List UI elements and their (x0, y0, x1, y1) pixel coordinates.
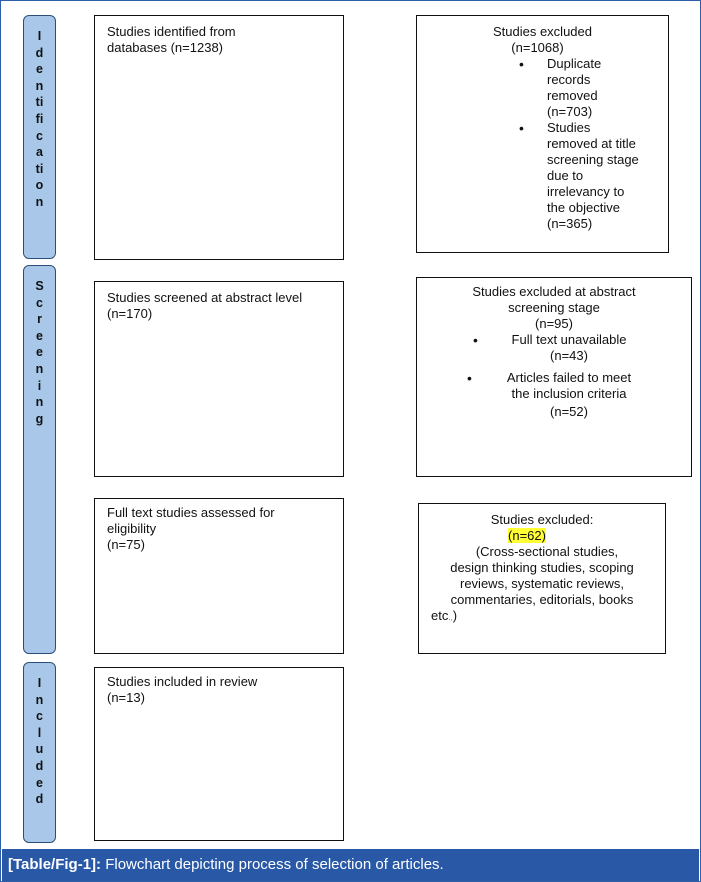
screening-letter: n (35, 395, 44, 410)
excluded1-b1-l2: records (547, 72, 591, 87)
included-letter: l (37, 725, 42, 740)
box-studies-excluded-duplicates (416, 15, 669, 253)
excluded1-count: (n=1068) (511, 40, 564, 55)
bullet-icon: • (473, 332, 478, 348)
screening-letter: e (36, 345, 43, 360)
excluded2-line2: screening stage (508, 300, 600, 315)
screening-letter: i (37, 378, 42, 393)
identification-letter: d (35, 45, 44, 60)
excluded3-count: (n=62) (508, 528, 546, 543)
screening-letter: S (35, 279, 44, 293)
stage-screening-label (23, 265, 56, 654)
identification-letter: I (37, 29, 42, 43)
included-letter: d (35, 758, 44, 773)
excluded2-bullet2-l2: the inclusion criteria (511, 386, 627, 401)
excluded2-bullet2-l1: Articles failed to meet (506, 370, 632, 385)
identification-letter: o (35, 178, 44, 193)
excluded1-b2-l3: screening stage (547, 152, 639, 167)
screening-letter: n (35, 361, 44, 376)
excluded3-line3: reviews, systematic reviews, (460, 576, 624, 591)
bullet-icon: • (519, 120, 524, 136)
included-letter: u (35, 742, 44, 757)
included-line1: Studies included in review (107, 674, 258, 689)
box-studies-screened (94, 281, 344, 477)
identification-letter: n (35, 78, 44, 93)
identification-letter: ti (35, 95, 44, 110)
excluded1-b1-l3: removed (547, 88, 598, 103)
excluded2-count: (n=95) (535, 316, 573, 331)
excluded2-bullet2-count: (n=52) (550, 404, 588, 419)
identified-line2: databases (n=1238) (107, 40, 224, 55)
box-fulltext-assessed (94, 498, 344, 654)
fulltext-line3: (n=75) (107, 537, 145, 552)
included-letter: I (37, 676, 42, 690)
bullet-icon: • (467, 370, 472, 386)
stage-identification-label (23, 15, 56, 259)
excluded2-bullet1: Full text unavailable (511, 332, 627, 347)
excluded1-b2-l5: irrelevancy to (547, 184, 625, 199)
stage-included-label (23, 662, 56, 843)
excluded1-b2-l4: due to (547, 168, 584, 183)
identification-letter: a (36, 145, 43, 160)
identification-letter: e (36, 62, 43, 77)
caption-text: Flowchart depicting process of selection of articles. (101, 856, 444, 873)
included-letter: n (35, 692, 44, 707)
included-letter: e (36, 775, 43, 790)
caption-label: [Table/Fig-1]: (8, 856, 102, 873)
screened-line2: (n=170) (107, 306, 153, 321)
excluded1-b2-l1: Studies (547, 120, 591, 135)
fulltext-line2: eligibility (107, 521, 157, 536)
box-studies-excluded-fulltext (418, 503, 666, 654)
excluded3-close-paren: ) (452, 608, 458, 623)
excluded1-b2-l2: removed at title (547, 136, 636, 151)
excluded2-bullet1-count: (n=43) (550, 348, 588, 363)
identified-line1: Studies identified from (107, 24, 236, 39)
screening-letter: r (37, 312, 42, 327)
identification-letter: fi (35, 111, 44, 126)
included-letter: d (35, 792, 44, 807)
excluded3-line2: design thinking studies, scoping (450, 560, 634, 575)
excluded1-title: Studies excluded (492, 24, 592, 39)
included-letter: c (36, 709, 43, 724)
box-studies-excluded-abstract (416, 277, 692, 477)
excluded3-count-wrap (389, 528, 665, 544)
excluded3-line4: commentaries, editorials, books (450, 592, 634, 607)
excluded3-title: Studies excluded: (490, 512, 594, 527)
screened-line1: Studies screened at abstract level (107, 290, 303, 305)
excluded1-b2-l6: the objective (547, 200, 620, 215)
figure-caption (2, 849, 699, 881)
screening-letter: g (35, 411, 44, 426)
identification-letter: ti (35, 161, 44, 176)
excluded1-b2-l7: (n=365) (547, 216, 593, 231)
included-line2: (n=13) (107, 690, 145, 705)
identification-letter: c (36, 128, 43, 143)
excluded3-line1: (Cross-sectional studies, (475, 544, 619, 559)
bullet-icon: • (519, 56, 524, 72)
excluded1-b1-l4: (n=703) (547, 104, 593, 119)
excluded3-last-line (419, 608, 665, 626)
screening-letter: c (36, 295, 43, 310)
excluded3-tiny-mark: ., (448, 613, 453, 622)
excluded3-etc: etc (431, 608, 449, 623)
box-studies-included (94, 667, 344, 841)
excluded1-b1-l1: Duplicate (547, 56, 602, 71)
identification-letter: n (35, 194, 44, 209)
box-studies-identified (94, 15, 344, 260)
fulltext-line1: Full text studies assessed for (107, 505, 275, 520)
screening-letter: e (36, 328, 43, 343)
excluded2-line1: Studies excluded at abstract (472, 284, 636, 299)
